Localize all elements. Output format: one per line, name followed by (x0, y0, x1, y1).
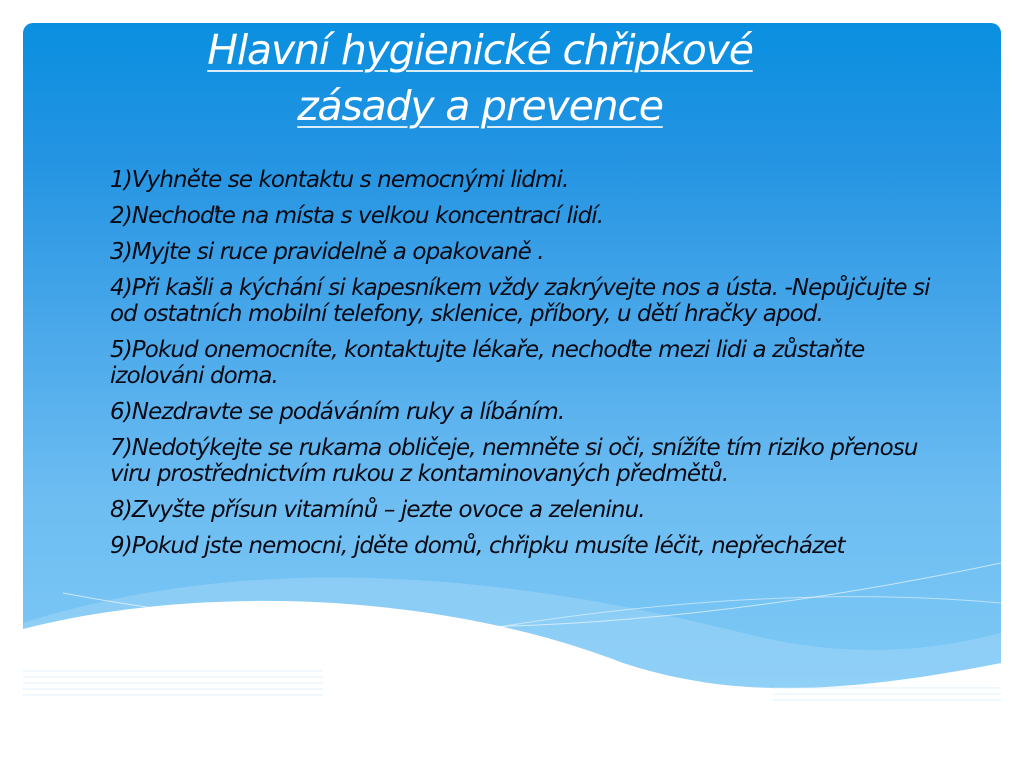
list-item: 3)Myjte si ruce pravidelně a opakovaně . (110, 239, 544, 265)
slide-title (80, 22, 880, 134)
list-item: 2)Nechoďte na místa s velkou koncentrací lidí. (110, 203, 604, 229)
prevention-list (110, 167, 940, 569)
slide-title-line1: Hlavní hygienické chřipkové (207, 26, 753, 74)
list-item: 8)Zvyšte přísun vitamínů – jezte ovoce a zeleninu. (110, 497, 645, 523)
list-item: 5)Pokud onemocníte, kontaktujte lékaře, nechoďte mezi lidi a zůstaňte izolováni doma. (110, 337, 865, 389)
list-item: 6)Nezdravte se podáváním ruky a líbáním. (110, 399, 565, 425)
slide-title-line2: zásady a prevence (297, 82, 663, 130)
list-item: 4)Při kašli a kýchání si kapesníkem vždy zakrývejte nos a ústa. -Nepůjčujte si od ostatních mobilní telefony, sklenice, příbory, u dětí hračky apod. (110, 275, 930, 327)
list-item: 7)Nedotýkejte se rukama obličeje, nemněte si oči, snížíte tím riziko přenosu viru prostřednictvím rukou z kontaminovaných předmětů. (110, 435, 918, 487)
list-item: 9)Pokud jste nemocni, jděte domů, chřipku musíte léčit, nepřecházet (110, 533, 845, 559)
list-item: 1)Vyhněte se kontaktu s nemocnými lidmi. (110, 167, 569, 193)
